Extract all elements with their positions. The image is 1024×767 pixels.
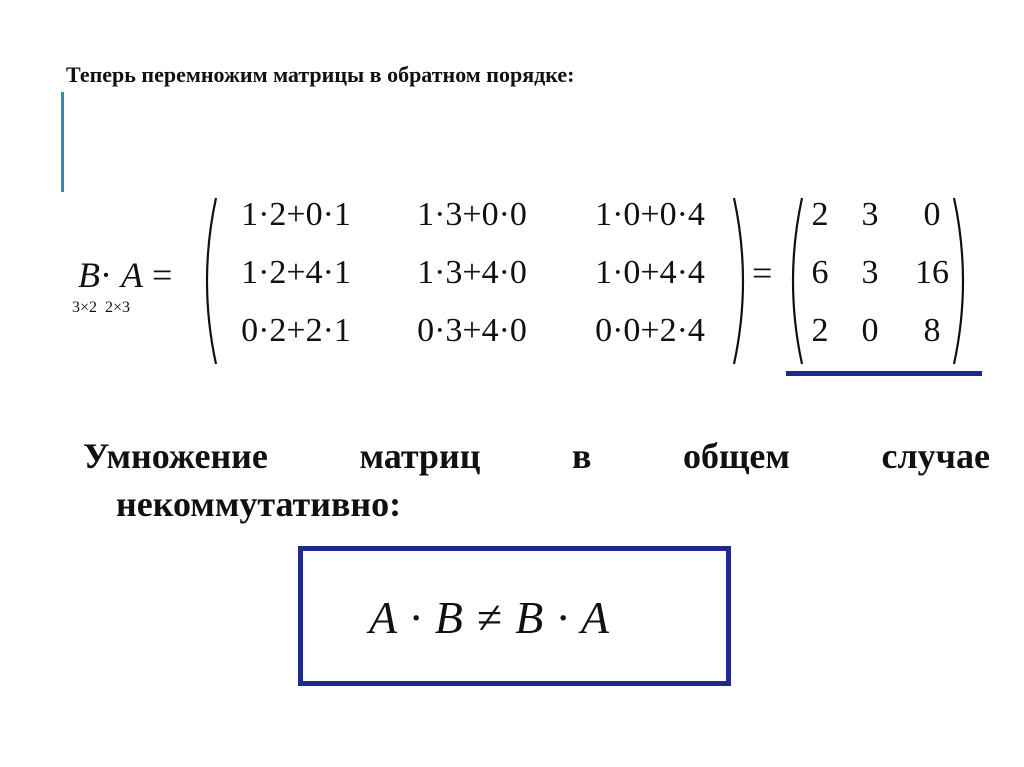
product-matrix xyxy=(196,196,756,366)
statement xyxy=(83,432,993,528)
product-cell: 1·0+4·4 xyxy=(595,254,705,291)
result-cell: 2 xyxy=(811,312,829,349)
formula-box xyxy=(298,546,731,686)
slide-heading: Теперь перемножим матрицы в обратном порядке: xyxy=(66,62,575,87)
product-cell: 0·3+4·0 xyxy=(417,312,527,349)
statement-word: в xyxy=(572,436,592,476)
accent-line xyxy=(61,92,64,192)
statement-word: общем xyxy=(683,436,790,476)
product-cell: 1·3+4·0 xyxy=(417,254,527,291)
product-cell: 0·0+2·4 xyxy=(595,312,705,349)
result-cell: 3 xyxy=(861,196,879,233)
product-cell: 1·3+0·0 xyxy=(417,196,527,233)
lhs-expression xyxy=(78,254,172,296)
equals-sign-2: = xyxy=(752,253,773,293)
statement-word: матриц xyxy=(359,436,481,476)
dimension-subscripts: 3×2 2×3 xyxy=(72,299,131,316)
result-cell: 8 xyxy=(923,312,941,349)
noncommutative-formula: A · B ≠ B · A xyxy=(369,592,609,643)
statement-line1 xyxy=(83,432,990,480)
statement-word: Умножение xyxy=(83,436,268,476)
matrix-b-symbol: B xyxy=(78,255,100,295)
result-cell: 2 xyxy=(811,196,829,233)
dot-operator: · xyxy=(100,255,112,295)
result-cell: 16 xyxy=(915,254,949,291)
product-cell: 1·0+0·4 xyxy=(595,196,705,233)
statement-word: случае xyxy=(881,436,990,476)
statement-line2: некоммутативно: xyxy=(116,484,402,524)
result-cell: 6 xyxy=(811,254,829,291)
equals-sign: = xyxy=(152,255,173,295)
matrix-a-symbol: A xyxy=(121,255,143,295)
product-cell: 0·2+2·1 xyxy=(241,312,351,349)
product-cell: 1·2+0·1 xyxy=(241,196,351,233)
result-cell: 0 xyxy=(861,312,879,349)
product-cell: 1·2+4·1 xyxy=(241,254,351,291)
result-cell: 0 xyxy=(923,196,941,233)
result-cell: 3 xyxy=(861,254,879,291)
result-underline xyxy=(786,371,982,376)
result-matrix xyxy=(782,196,974,366)
